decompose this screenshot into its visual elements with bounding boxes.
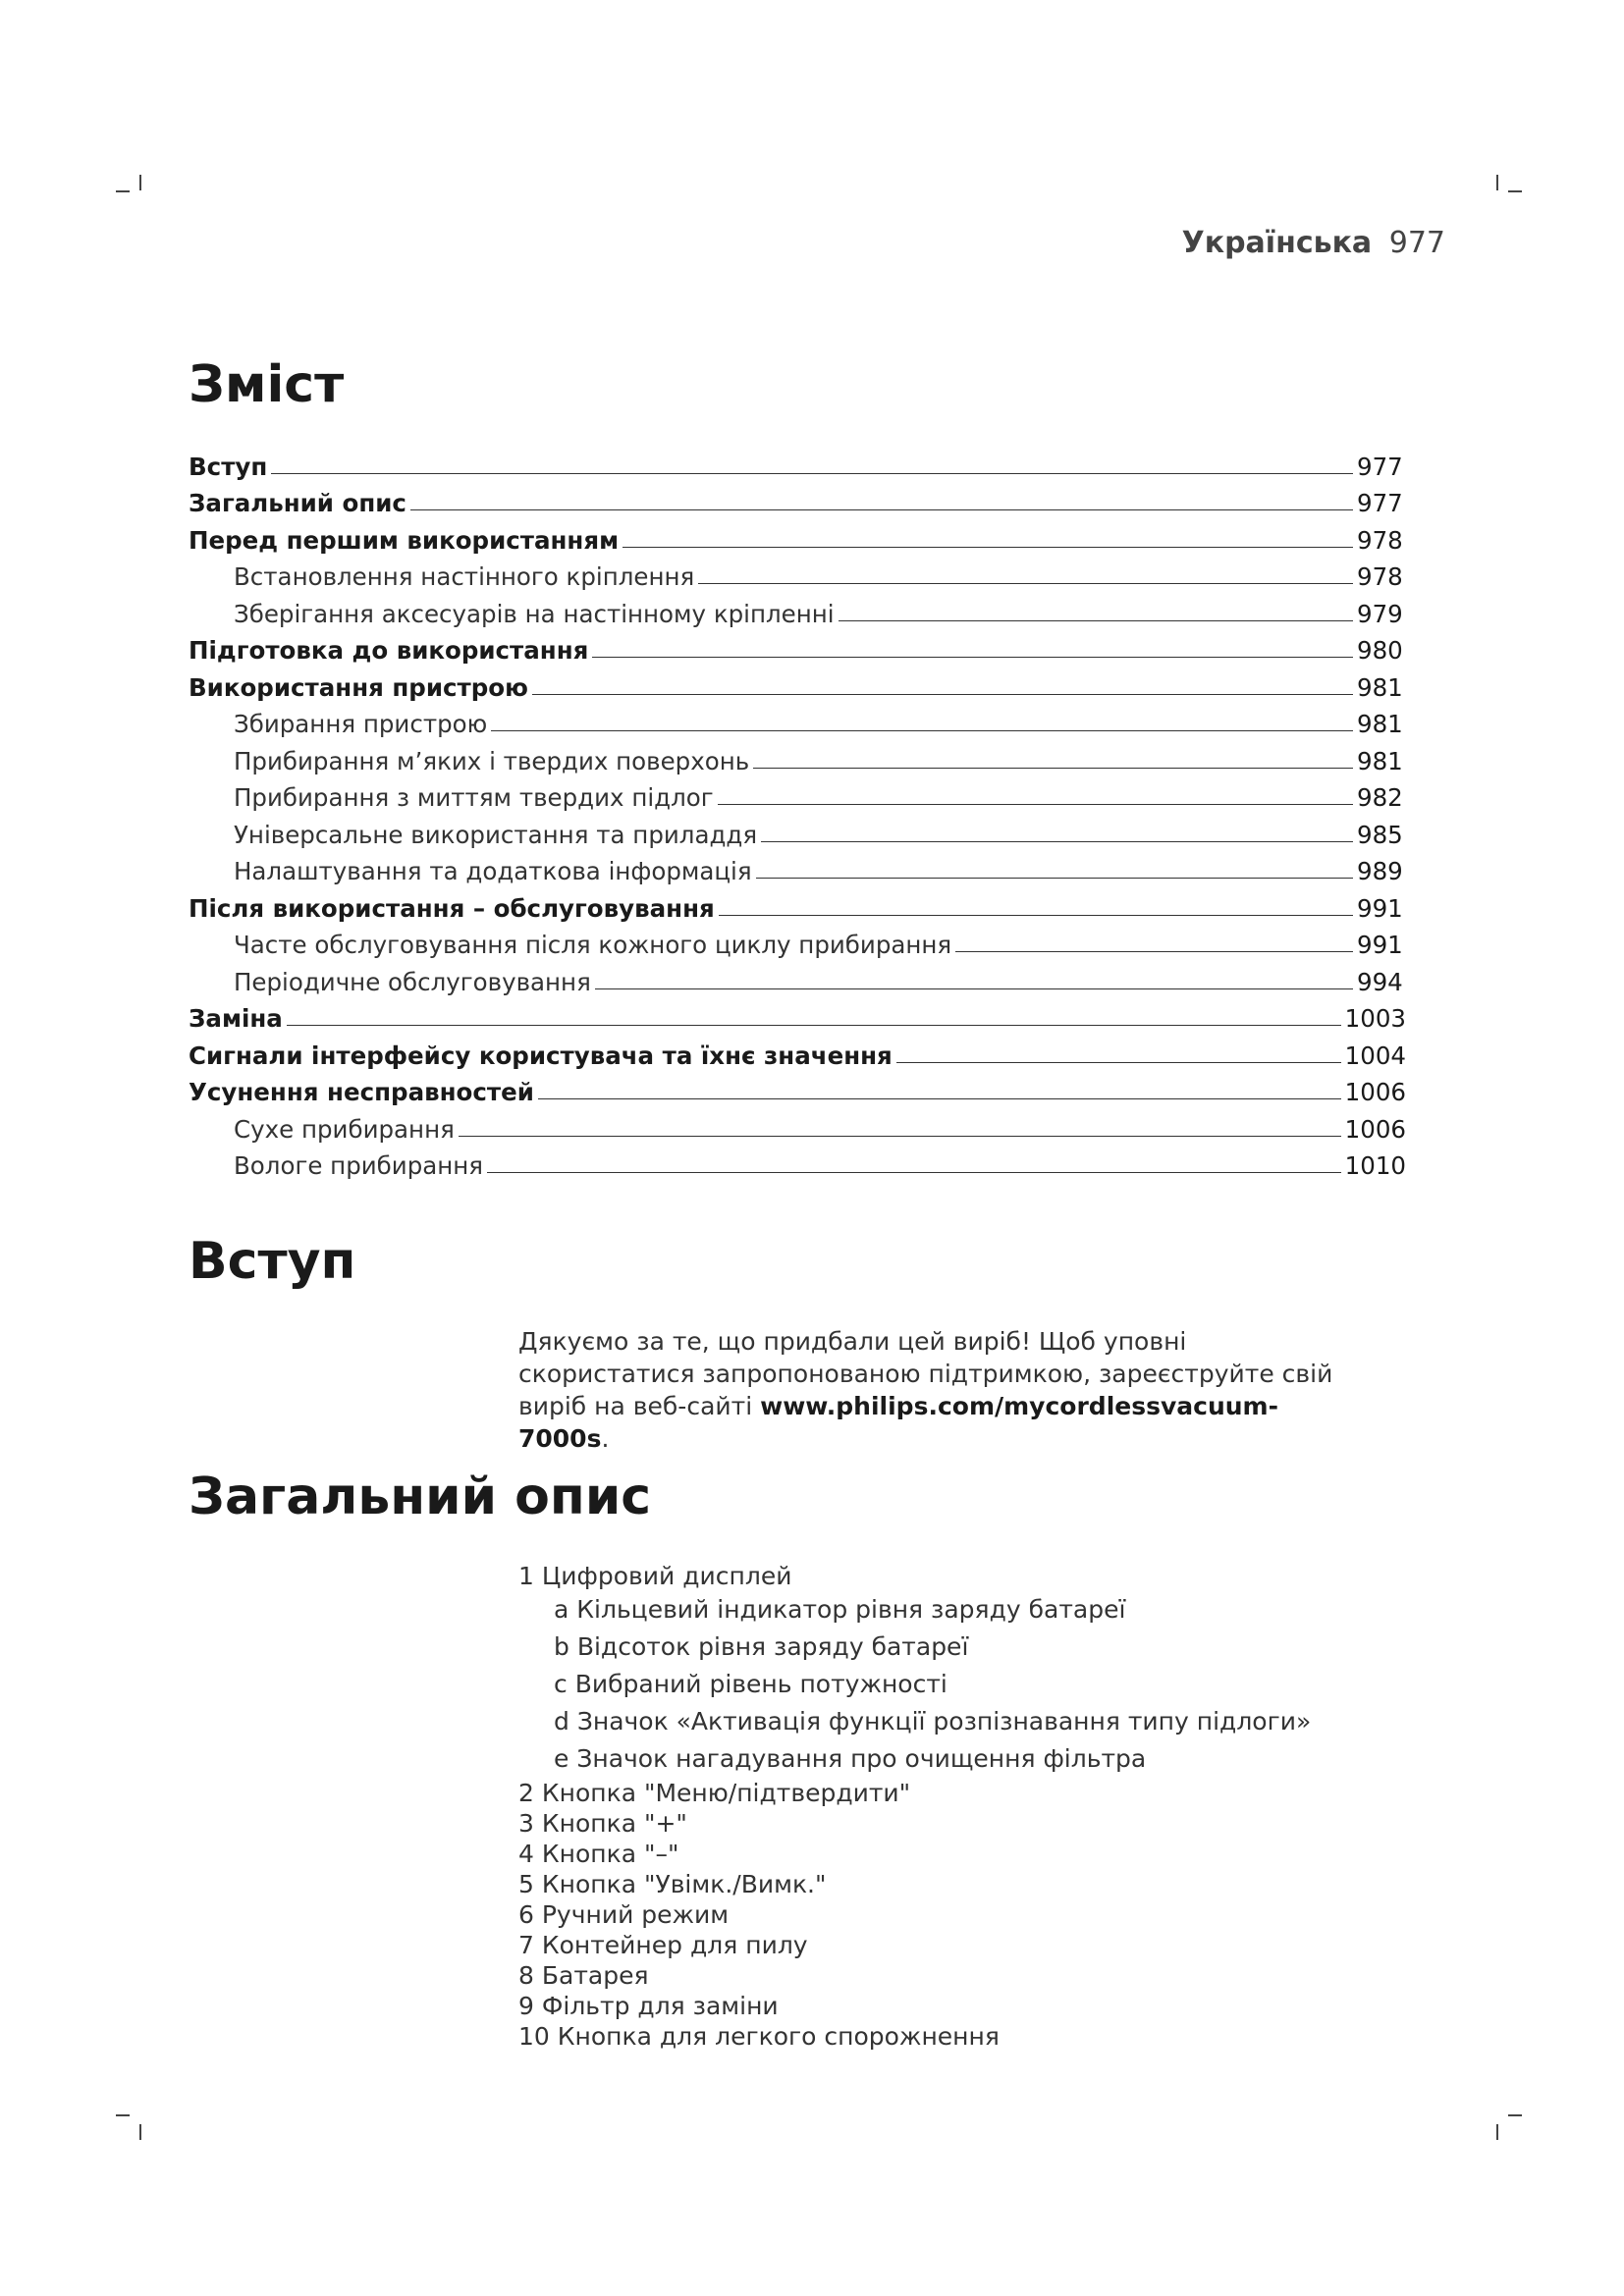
toc-leader-line	[532, 694, 1353, 695]
toc-leader-line	[487, 1172, 1341, 1173]
table-of-contents	[189, 444, 1406, 1180]
toc-entry-page: 980	[1357, 636, 1403, 665]
toc-entry[interactable]	[189, 1033, 1406, 1070]
toc-entry[interactable]	[189, 959, 1406, 996]
crop-mark	[116, 190, 130, 192]
toc-entry[interactable]	[189, 665, 1406, 702]
intro-text: Дякуємо за те, що придбали цей виріб! Щоб уповні скористатися запропонованою підтримкою, зареєструйте свій виріб на веб-сайті	[518, 1327, 1333, 1420]
toc-leader-line	[595, 988, 1353, 989]
intro-url[interactable]: www.philips.com/mycordlessvacuum-7000s	[518, 1392, 1278, 1453]
toc-entry[interactable]	[189, 1144, 1406, 1181]
part-item: 7 Контейнер для пилу	[518, 1931, 808, 1959]
toc-entry-page: 991	[1357, 893, 1403, 923]
toc-leader-line	[491, 730, 1353, 731]
toc-entry-label: Вступ	[189, 452, 268, 481]
toc-entry-page: 989	[1357, 857, 1403, 885]
toc-entry[interactable]	[189, 885, 1406, 923]
toc-entry-page: 1004	[1344, 1041, 1406, 1070]
toc-entry-page: 978	[1357, 562, 1403, 591]
toc-entry-label: Налаштування та додаткова інформація	[234, 857, 752, 885]
toc-entry-label: Після використання – обслуговування	[189, 893, 715, 923]
toc-entry-label: Встановлення настінного кріплення	[234, 562, 695, 591]
toc-leader-line	[623, 547, 1353, 548]
toc-leader-line	[718, 804, 1353, 805]
part-subitem: c Вибраний рівень потужності	[554, 1670, 947, 1698]
toc-entry-label: Підготовка до використання	[189, 636, 589, 665]
part-item: 10 Кнопка для легкого спорожнення	[518, 2022, 1000, 2051]
part-item: 9 Фільтр для заміни	[518, 1992, 779, 2020]
toc-entry-label: Загальний опис	[189, 489, 406, 517]
toc-entry[interactable]	[189, 849, 1406, 886]
part-item: 8 Батарея	[518, 1961, 649, 1990]
part-item: 4 Кнопка "–"	[518, 1840, 679, 1868]
header-language: Українська	[1181, 226, 1373, 260]
part-item: 2 Кнопка "Меню/підтвердити"	[518, 1779, 911, 1807]
toc-entry[interactable]	[189, 775, 1406, 813]
toc-leader-line	[839, 620, 1353, 621]
toc-entry-label: Вологе прибирання	[234, 1151, 484, 1180]
toc-entry[interactable]	[189, 738, 1406, 775]
toc-entry-label: Зберігання аксесуарів на настінному кріпленні	[234, 599, 835, 628]
toc-entry-label: Сухе прибирання	[234, 1114, 455, 1144]
toc-entry-label: Перед першим використанням	[189, 525, 620, 555]
crop-mark	[116, 2114, 130, 2116]
toc-entry-page: 994	[1357, 967, 1403, 996]
toc-entry-page: 977	[1357, 452, 1403, 481]
toc-leader-line	[410, 509, 1353, 510]
toc-entry-page: 1003	[1344, 1004, 1406, 1033]
toc-entry-page: 981	[1357, 672, 1403, 702]
crop-mark	[1508, 190, 1522, 192]
toc-entry[interactable]	[189, 702, 1406, 739]
part-subitem: d Значок «Активація функції розпізнавання типу підлоги»	[554, 1707, 1312, 1735]
toc-entry-page: 1006	[1344, 1114, 1406, 1144]
contents-title: Зміст	[189, 355, 345, 414]
toc-entry-page: 1006	[1344, 1078, 1406, 1106]
part-subitem: a Кільцевий індикатор рівня заряду батареї	[554, 1595, 1126, 1624]
toc-entry-label: Часте обслуговування після кожного циклу прибирання	[234, 931, 952, 959]
toc-leader-line	[756, 878, 1353, 879]
toc-entry[interactable]	[189, 555, 1406, 592]
crop-mark	[1496, 2124, 1498, 2140]
toc-entry-label: Періодичне обслуговування	[234, 967, 591, 996]
toc-entry-page: 991	[1357, 931, 1403, 959]
toc-entry-label: Прибирання м’яких і твердих поверхонь	[234, 746, 750, 775]
part-item: 5 Кнопка "Увімк./Вимк."	[518, 1870, 827, 1898]
toc-leader-line	[761, 841, 1353, 842]
part-subitem: e Значок нагадування про очищення фільтра	[554, 1744, 1147, 1773]
description-title: Загальний опис	[189, 1468, 652, 1526]
crop-mark	[139, 175, 141, 190]
part-item: 3 Кнопка "+"	[518, 1809, 687, 1838]
toc-leader-line	[459, 1136, 1341, 1137]
toc-entry-label: Сигнали інтерфейсу користувача та їхнє значення	[189, 1041, 893, 1070]
toc-entry-page: 985	[1357, 820, 1403, 849]
toc-leader-line	[753, 768, 1353, 769]
parts-list	[518, 1561, 1402, 2052]
toc-entry[interactable]	[189, 591, 1406, 628]
running-header	[1182, 226, 1445, 260]
part-item: 1 Цифровий дисплей	[518, 1562, 792, 1590]
toc-entry-page: 981	[1357, 710, 1403, 738]
toc-entry-page: 977	[1357, 489, 1403, 517]
part-subitem: b Відсоток рівня заряду батареї	[554, 1632, 969, 1661]
toc-entry-label: Прибирання з миттям твердих підлог	[234, 783, 714, 812]
crop-mark	[1508, 2114, 1522, 2116]
toc-leader-line	[592, 657, 1353, 658]
toc-entry-page: 979	[1357, 599, 1403, 628]
toc-entry-page: 1010	[1344, 1151, 1406, 1180]
toc-entry-page: 978	[1357, 525, 1403, 555]
toc-entry[interactable]	[189, 923, 1406, 960]
intro-title: Вступ	[189, 1232, 356, 1291]
toc-entry-label: Усунення несправностей	[189, 1078, 534, 1106]
toc-leader-line	[955, 951, 1353, 952]
toc-entry[interactable]	[189, 812, 1406, 849]
toc-leader-line	[287, 1025, 1341, 1026]
toc-entry[interactable]	[189, 628, 1406, 666]
toc-leader-line	[719, 915, 1353, 916]
toc-leader-line	[698, 583, 1353, 584]
toc-entry-label: Використання пристрою	[189, 672, 528, 702]
part-item: 6 Ручний режим	[518, 1900, 730, 1929]
toc-entry-label: Заміна	[189, 1004, 283, 1033]
toc-entry[interactable]	[189, 444, 1406, 481]
toc-entry-label: Універсальне використання та приладдя	[234, 820, 758, 849]
toc-entry[interactable]	[189, 517, 1406, 555]
toc-entry[interactable]	[189, 481, 1406, 518]
toc-entry-page: 981	[1357, 746, 1403, 775]
toc-leader-line	[538, 1098, 1341, 1099]
toc-entry-page: 982	[1357, 783, 1403, 812]
toc-leader-line	[896, 1062, 1341, 1063]
toc-leader-line	[271, 473, 1353, 474]
toc-entry[interactable]	[189, 996, 1406, 1034]
toc-entry-label: Збирання пристрою	[234, 710, 488, 738]
crop-mark	[1496, 175, 1498, 190]
crop-mark	[139, 2124, 141, 2140]
header-page-number: 977	[1388, 226, 1445, 260]
intro-paragraph	[518, 1325, 1363, 1455]
toc-entry[interactable]	[189, 1070, 1406, 1107]
intro-end: .	[601, 1424, 610, 1453]
toc-entry[interactable]	[189, 1106, 1406, 1144]
